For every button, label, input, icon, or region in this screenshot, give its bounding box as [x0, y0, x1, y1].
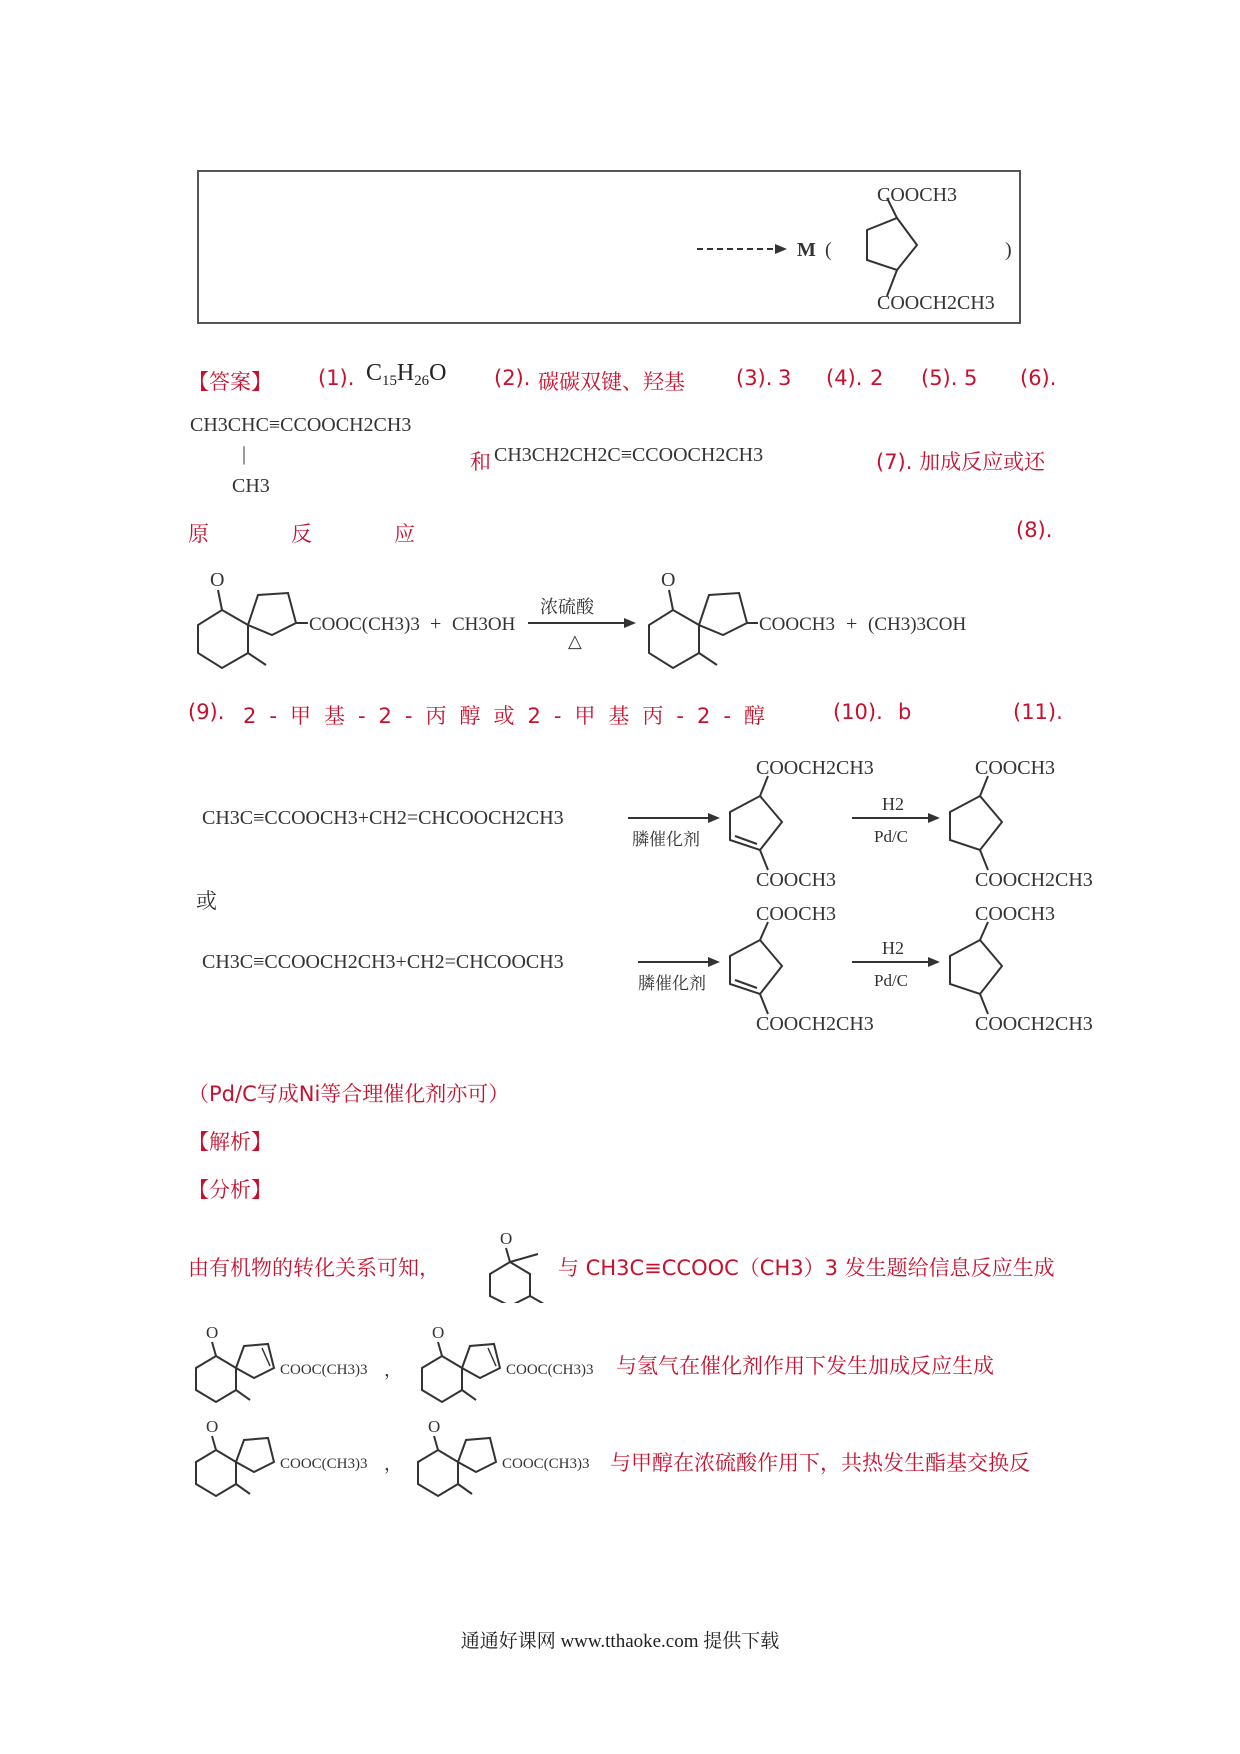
svg-text:+: + [430, 613, 442, 635]
analysis-p1a: 由有机物的转化关系可知， [188, 1256, 440, 1280]
q6-branch-bond: | [242, 443, 247, 465]
svg-text:O: O [661, 569, 676, 591]
svg-text:COOCH3: COOCH3 [756, 903, 837, 925]
svg-text:浓硫酸: 浓硫酸 [540, 597, 594, 618]
svg-text:(CH3)3COH: (CH3)3COH [868, 614, 967, 635]
q1-formula: $C_{15}H_{26}O$ [366, 360, 447, 390]
svg-text:CH3OH: CH3OH [452, 614, 516, 635]
analysis-p3: 与甲醇在浓硫酸作用下，共热发生酯基交换反 [610, 1451, 1030, 1475]
svg-text:COOC(CH3)3: COOC(CH3)3 [502, 1456, 590, 1472]
svg-text:H2: H2 [882, 938, 904, 958]
svg-text:COOC(CH3)3: COOC(CH3)3 [309, 614, 420, 635]
svg-text:COOCH3: COOCH3 [759, 614, 836, 635]
svg-text:COOCH2CH3: COOCH2CH3 [756, 1013, 874, 1035]
svg-text:CH3C≡CCOOCH2CH3+CH2=CHCOOCH3: CH3C≡CCOOCH2CH3+CH2=CHCOOCH3 [202, 951, 564, 973]
answer-line-1: 【答案】 (1). $C_{15}H_{26}O$ (2). 碳碳双键、羟基 (3). 3 (4). 2 (5). 5 (6). [188, 360, 1057, 394]
q11-reaction-1 [190, 752, 1130, 892]
svg-text:O: O [500, 1229, 513, 1248]
svg-text:COOCH2CH3: COOCH2CH3 [975, 1013, 1093, 1035]
q7: (7). 加成反应或还 [876, 450, 1046, 474]
svg-text:COOCH2CH3: COOCH2CH3 [975, 869, 1093, 891]
scheme-box-drawing [197, 170, 1019, 322]
svg-text:O: O [206, 1323, 219, 1342]
q8-label: (8). [1016, 518, 1053, 542]
svg-text:(: ( [825, 239, 832, 261]
M-top-group: COOCH3 [877, 184, 958, 206]
svg-text:): ) [1005, 239, 1012, 261]
svg-text:O: O [210, 569, 225, 591]
q8-reaction [188, 565, 1028, 675]
svg-text:，: ， [384, 1454, 402, 1474]
analysis-row3-structures [188, 1414, 628, 1504]
q6-structure-b: CH3CH2CH2C≡CCOOCH2CH3 [494, 444, 764, 466]
q6-and: 和 [470, 450, 491, 474]
M-bottom-group: COOCH2CH3 [877, 292, 995, 314]
svg-text:+: + [846, 613, 858, 635]
q6-branch: CH3 [232, 475, 270, 497]
svg-text:COOC(CH3)3: COOC(CH3)3 [280, 1362, 368, 1378]
ketone-structure [478, 1228, 558, 1303]
analysis-heading: 【解析】 [188, 1130, 272, 1154]
svg-text:COOCH2CH3: COOCH2CH3 [756, 757, 874, 779]
svg-text:Pd/C: Pd/C [874, 971, 909, 990]
q7-continued: 原反应 [188, 522, 497, 546]
svg-text:膦催化剂: 膦催化剂 [638, 974, 706, 994]
q6-structure-a: CH3CHC≡CCOOCH2CH3 [190, 414, 412, 436]
analysis-p2: 与氢气在催化剂作用下发生加成反应生成 [616, 1354, 994, 1378]
svg-text:H2: H2 [882, 794, 904, 814]
svg-text:COOCH3: COOCH3 [975, 757, 1056, 779]
answer-heading: 【答案】 [188, 370, 272, 394]
analysis-row2-structures [188, 1320, 628, 1410]
svg-text:COOC(CH3)3: COOC(CH3)3 [280, 1456, 368, 1472]
svg-text:Pd/C: Pd/C [874, 827, 909, 846]
footer-text: 通通好课网 www.tthaoke.com 提供下载 [460, 1631, 780, 1652]
catalyst-note: （Pd/C写成Ni等合理催化剂亦可） [188, 1082, 510, 1106]
or-label: 或 [196, 889, 217, 913]
q11-reaction-2 [190, 898, 1130, 1038]
svg-text:COOC(CH3)3: COOC(CH3)3 [506, 1362, 594, 1378]
svg-text:COOCH3: COOCH3 [975, 903, 1056, 925]
svg-text:△: △ [568, 631, 582, 651]
svg-text:CH3C≡CCOOCH3+CH2=CHCOOCH2CH3: CH3C≡CCOOCH3+CH2=CHCOOCH2CH3 [202, 807, 564, 829]
fenxi-heading: 【分析】 [188, 1178, 272, 1202]
q9-line: (9). 2-甲基-2-丙醇或2-甲基丙-2-醇 (10). b (11). [188, 700, 1063, 728]
svg-text:COOCH3: COOCH3 [756, 869, 837, 891]
analysis-p1b: 与 CH3C≡CCOOC（CH3）3 发生题给信息反应生成 [558, 1256, 1055, 1280]
svg-text:O: O [428, 1417, 441, 1436]
svg-text:膦催化剂: 膦催化剂 [632, 830, 700, 850]
svg-text:，: ， [384, 1360, 402, 1380]
product-M-label: M [797, 239, 816, 261]
svg-text:O: O [432, 1323, 445, 1342]
svg-text:O: O [206, 1417, 219, 1436]
